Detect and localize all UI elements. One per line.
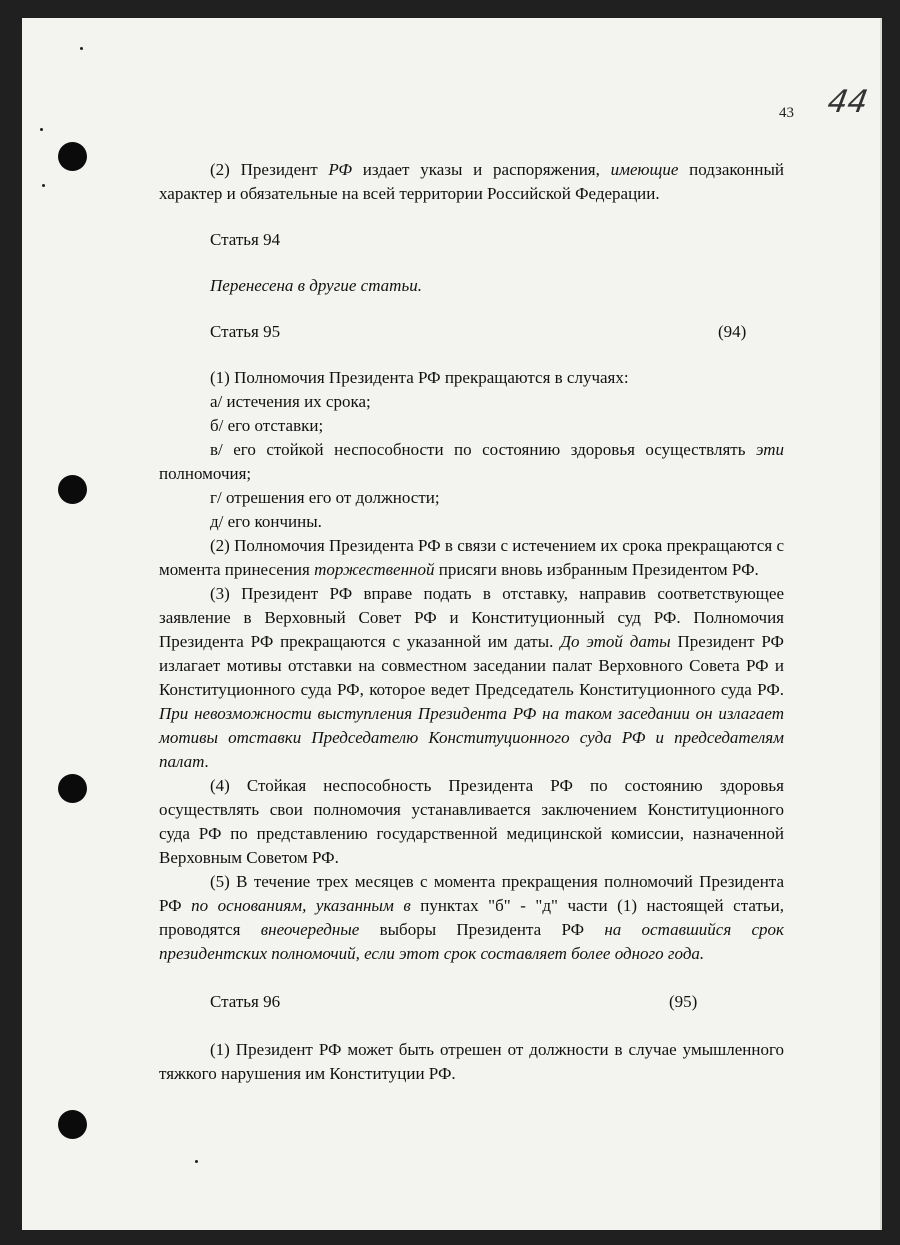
article-94-note: Перенесена в другие статьи. (210, 276, 422, 295)
punch-hole (58, 1110, 87, 1139)
article-96-old-number: (95) (669, 992, 698, 1011)
article-95-old-number: (94) (718, 322, 747, 341)
article-95-heading: Статья 95 (94) (159, 320, 784, 344)
article-95-part-1-intro: (1) Полномочия Президента РФ прекращаются в случаях: (210, 368, 629, 387)
list-item-a: а/ истечения их срока; (210, 392, 371, 411)
scan-speck (195, 1160, 198, 1163)
list-item-d: г/ отрешения его от должности; (210, 488, 440, 507)
punch-hole (58, 142, 87, 171)
scan-speck (42, 184, 45, 187)
article-96-heading: Статья 96 (95) (159, 990, 784, 1014)
handwritten-page-number: 44 (824, 84, 871, 120)
document-page (22, 18, 882, 1230)
article-95-part-3: (3) Президент РФ вправе подать в отставку, направив соответствующее заявление в Верховный Совет РФ и Конституционный суд РФ. Полномочия Президента РФ прекращаются с указанной им даты. До этой даты Президент РФ излагает мотивы отставки на совместном заседании палат Верховного Совета РФ и Конституционного суда РФ, которое ведет Председатель Конституционного суда РФ. При невозможности выступления Президента РФ на таком заседании он излагает мотивы отставки Председателю Конституционного суда РФ и председателям палат. (159, 584, 784, 771)
list-item-e: д/ его кончины. (210, 512, 322, 531)
article-95-part-5: (5) В течение трех месяцев с момента прекращения полномочий Президента РФ по основаниям, указанным в пунктах "б" - "д" части (1) настоящей статьи, проводятся внеочередные выборы Президента РФ на оставшийся срок президентских полномочий, если этот срок составляет более одного года. (159, 872, 784, 963)
article-96-part-1: (1) Президент РФ может быть отрешен от должности в случае умышленного тяжкого нарушения им Конституции РФ. (159, 1040, 784, 1083)
article-95-part-4: (4) Стойкая неспособность Президента РФ по состоянию здоровья осуществлять свои полномочия устанавливается заключением Конституционного суда РФ по представлению государственной медицинской комиссии, назначенной Верховным Советом РФ. (159, 776, 784, 867)
article-95-part-2: (2) Полномочия Президента РФ в связи с истечением их срока прекращаются с момента принесения торжественной присяги вновь избранным Президентом РФ. (159, 536, 784, 579)
punch-hole (58, 475, 87, 504)
list-item-b: б/ его отставки; (210, 416, 324, 435)
paragraph-decrees: (2) Президент РФ издает указы и распоряжения, имеющие подзаконный характер и обязательные на всей территории Российской Федерации. (159, 160, 785, 203)
list-item-c: в/ его стойкой неспособности по состоянию здоровья осуществлять эти полномочия; (159, 440, 784, 483)
page-number: 43 (779, 105, 794, 121)
scan-speck (40, 128, 43, 131)
document-body (159, 158, 784, 1086)
punch-hole (58, 774, 87, 803)
scan-speck (80, 47, 83, 50)
article-94-heading: Статья 94 (210, 230, 281, 249)
